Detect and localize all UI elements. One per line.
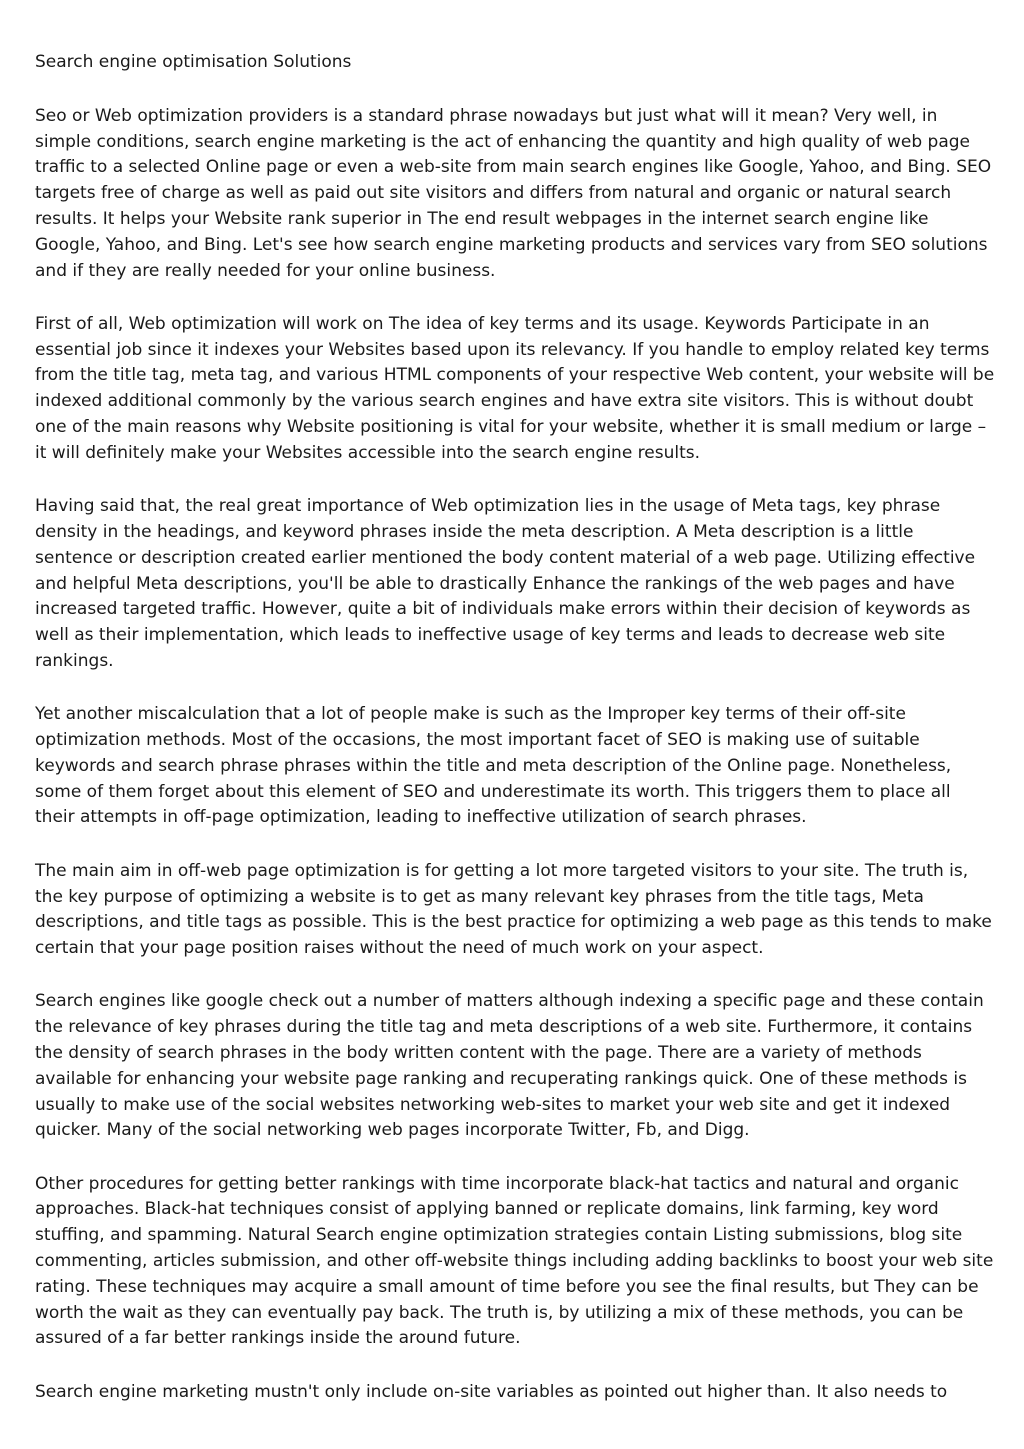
paragraph: Having said that, the real great importance of Web optimization lies in the usage of Meta tags, key phrase density in the headings, and keyword phrases inside the meta description. A Meta description is a little sentence or description created earlier mentioned the body content material of a web page. Utilizing effective and helpful Meta descriptions, you'll be able to drastically Enhance the rankings of the web pages and have increased targeted traffic. However, quite a bit of individuals make errors within their decision of keywords as well as their implementation, which leads to ineffective usage of key terms and leads to decrease web site rankings. [35,496,976,671]
paragraph: Seo or Web optimization providers is a standard phrase nowadays but just what will it mean? Very well, in simple conditions, search engine marketing is the act of enhancing the quantity and high quality of web page traffic to a selected Online page or even a web-site from main search engines like Google, Yahoo, and Bing. SEO targets free of charge as well as paid out site visitors and differs from natural and organic or natural search results. It helps your Website rank superior in The end result webpages in the internet search engine like Google, Yahoo, and Bing. Let's see how search engine marketing products and services vary from SEO solutions and if they are really needed for your online business. [35,105,992,281]
document-title: Search engine optimisation Solutions [35,52,352,72]
paragraph: Search engine marketing mustn't only include on-site variables as pointed out higher than. It also needs to [35,1381,948,1402]
document-page [35,50,995,1433]
paragraph: The main aim in off-web page optimization is for getting a lot more targeted visitors to your site. The truth is, the key purpose of optimizing a website is to get as many relevant key phrases from the title tags, Meta descriptions, and title tags as possible. This is the best practice for optimizing a web page as this tends to make certain that your page position raises without the need of much work on your aspect. [35,860,992,959]
paragraph: First of all, Web optimization will work on The idea of key terms and its usage. Keywords Participate in an essential job since it indexes your Websites based upon its relevancy. If you handle to employ related key terms from the title tag, meta tag, and various HTML components of your respective Web content, your website will be indexed additional commonly by the various search engines and have extra site visitors. This is without doubt one of the main reasons why Website positioning is vital for your website, whether it is small medium or large – it will definitely make your Websites accessible into the search engine results. [35,313,995,463]
paragraph: Other procedures for getting better rankings with time incorporate black-hat tactics and natural and organic approaches. Black-hat techniques consist of applying banned or replicate domains, link farming, key word stuffing, and spamming. Natural Search engine optimization strategies contain Listing submissions, blog site commenting, articles submission, and other off-website things including adding backlinks to boost your web site rating. These techniques may acquire a small amount of time before you see the final results, but They can be worth the wait as they can eventually pay back. The truth is, by utilizing a mix of these methods, you can be assured of a far better rankings inside the around future. [35,1173,994,1349]
paragraph: Search engines like google check out a number of matters although indexing a specific page and these contain the relevance of key phrases during the title tag and meta descriptions of a web site. Furthermore, it contains the density of search phrases in the body written content with the page. There are a variety of methods available for enhancing your website page ranking and recuperating rankings quick. One of these methods is usually to make use of the social websites networking web-sites to market your web site and get it indexed quicker. Many of the social networking web pages incorporate Twitter, Fb, and Digg. [35,991,984,1141]
paragraph: Yet another miscalculation that a lot of people make is such as the Improper key terms of their off-site optimization methods. Most of the occasions, the most important facet of SEO is making use of suitable keywords and search phrase phrases within the title and meta description of the Online page. Nonetheless, some of them forget about this element of SEO and underestimate its worth. This triggers them to place all their attempts in off-page optimization, leading to ineffective utilization of search phrases. [35,704,952,828]
